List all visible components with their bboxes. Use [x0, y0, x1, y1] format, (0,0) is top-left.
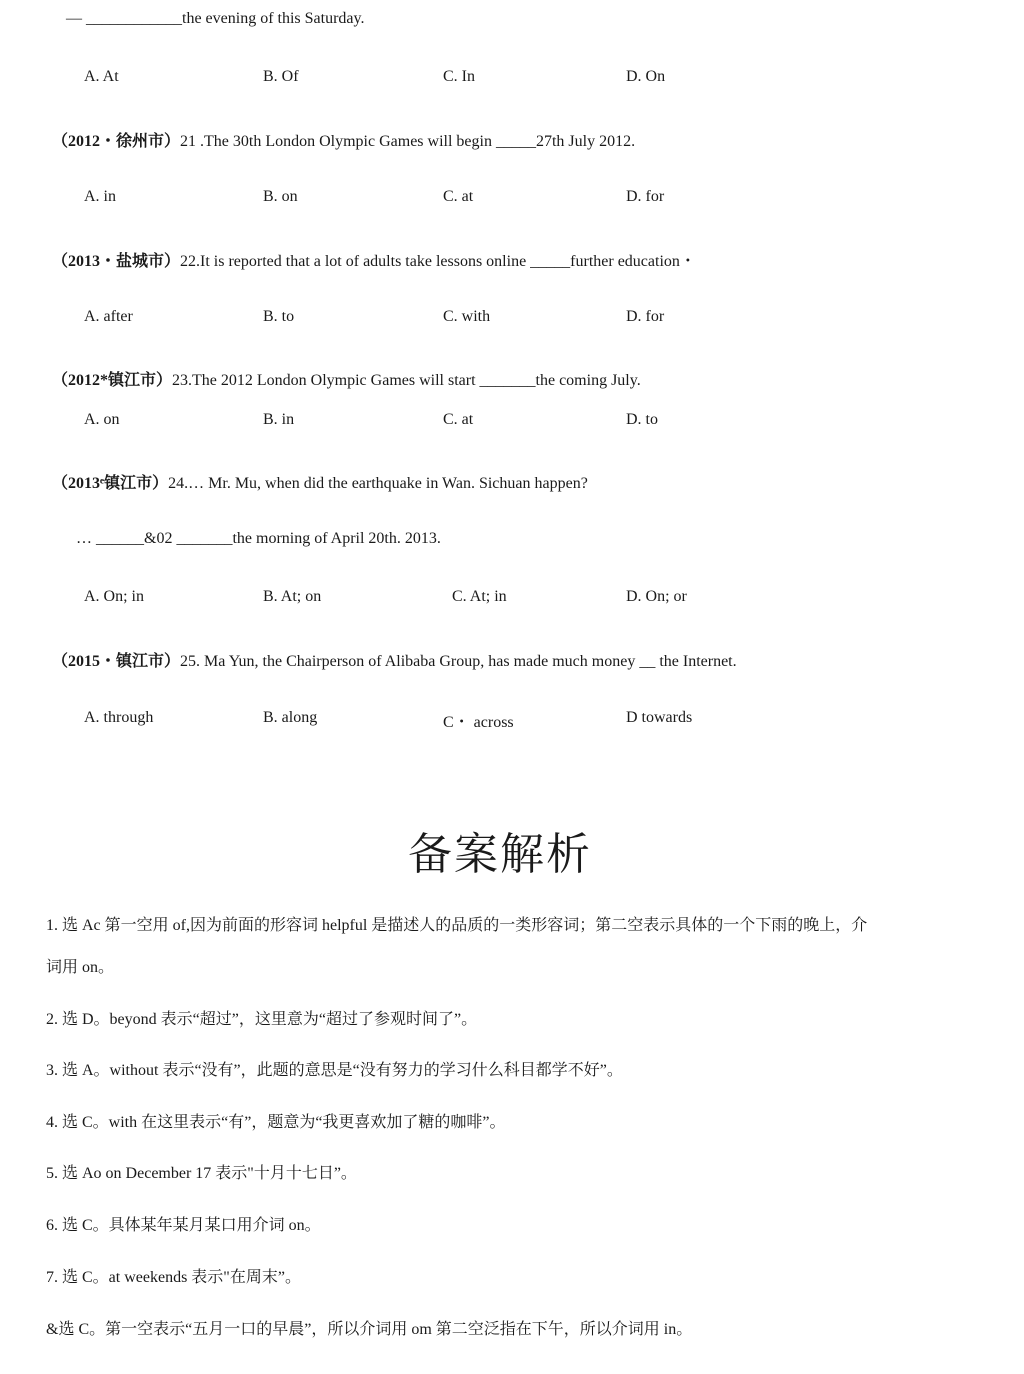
q23-option-d: D. to: [626, 411, 658, 428]
q23-option-c: C. at: [443, 411, 474, 428]
q24-stem: 24.… Mr. Mu, when did the earthquake in Wan. Sichuan happen?: [168, 475, 588, 492]
q21-option-c: C. at: [443, 188, 474, 205]
answer-line-5: 5. 选 Ao on December 17 表示"十月十七日”。: [46, 1165, 357, 1182]
q23-stem: 23.The 2012 London Olympic Games will start _______the coming July.: [172, 372, 641, 389]
q22-source-tag: （2013・盐城市）: [52, 253, 181, 270]
q25-option-b: B. along: [263, 709, 318, 726]
q20-option-a: A. At: [84, 68, 119, 85]
q24-stem-line: [52, 470, 588, 493]
q22-option-c: C. with: [443, 308, 491, 325]
q22-option-a: A. after: [84, 308, 133, 325]
q24-source-tag: （2013ᵉ镇江市）: [52, 475, 169, 492]
q21-option-b: B. on: [263, 188, 298, 205]
q20-option-c: C. In: [443, 68, 475, 85]
q22-option-d: D. for: [626, 308, 665, 325]
q21-stem: 21 .The 30th London Olympic Games will begin _____27th July 2012.: [180, 133, 636, 150]
q21-option-d: D. for: [626, 188, 665, 205]
q24-option-d: D. On; or: [626, 588, 687, 605]
q25-stem-line: [52, 648, 737, 671]
answer-line-8: &选 C。第一空表示“五月一口的早晨”，所以介词用 om 第二空泛指在下午，所以介词用 in。: [46, 1321, 693, 1338]
q25-source-tag: （2015・镇江市）: [52, 653, 181, 670]
q22-stem: 22.It is reported that a lot of adults take lessons online _____further education・: [180, 253, 696, 270]
answer-line-7: 7. 选 C。at weekends 表示"在周末”。: [46, 1269, 301, 1286]
q23-option-a: A. on: [84, 411, 120, 428]
q24-line2: … ______&02 _______the morning of April 20th. 2013.: [76, 530, 441, 547]
q21-stem-line: [52, 128, 635, 151]
q25-option-d: D towards: [626, 709, 693, 726]
q21-source-tag: （2012・徐州市）: [52, 133, 181, 150]
q22-stem-line: [52, 248, 696, 271]
answer-line-2: 2. 选 D。beyond 表示“超过”，这里意为“超过了参观时间了”。: [46, 1011, 478, 1028]
q21-option-a: A. in: [84, 188, 116, 205]
answer-line-6: 6. 选 C。具体某年某月某口用介词 on。: [46, 1217, 321, 1234]
q20-option-b: B. Of: [263, 68, 299, 85]
q20-option-d: D. On: [626, 68, 666, 85]
answer-line-1: 1. 选 Ac 第一空用 of,因为前面的形容词 helpful 是描述人的品质的一类形容词；第二空表示具体的一个下雨的晚上，介: [46, 917, 868, 934]
q23-option-b: B. in: [263, 411, 295, 428]
q25-option-c: C・ across: [443, 714, 514, 731]
q22-option-b: B. to: [263, 308, 295, 325]
answer-line-1-cont: 词用 on。: [46, 959, 115, 976]
q24-option-b: B. At; on: [263, 588, 322, 605]
section-title: 备案解析: [408, 829, 592, 880]
q24-option-c: C. At; in: [452, 588, 507, 605]
answer-line-3: 3. 选 A。without 表示“没有”，此题的意思是“没有努力的学习什么科目都学不好”。: [46, 1062, 623, 1079]
q23-source-tag: （2012*镇江市）: [52, 372, 173, 389]
q23-stem-line: [52, 367, 641, 390]
q25-option-a: A. through: [84, 709, 154, 726]
answer-line-4: 4. 选 C。with 在这里表示“有”，题意为“我更喜欢加了糖的咖啡”。: [46, 1114, 506, 1131]
q20-line2: — ____________the evening of this Saturday.: [66, 10, 365, 27]
q25-stem: 25. Ma Yun, the Chairperson of Alibaba Group, has made much money __ the Internet.: [180, 653, 737, 670]
q24-option-a: A. On; in: [84, 588, 144, 605]
